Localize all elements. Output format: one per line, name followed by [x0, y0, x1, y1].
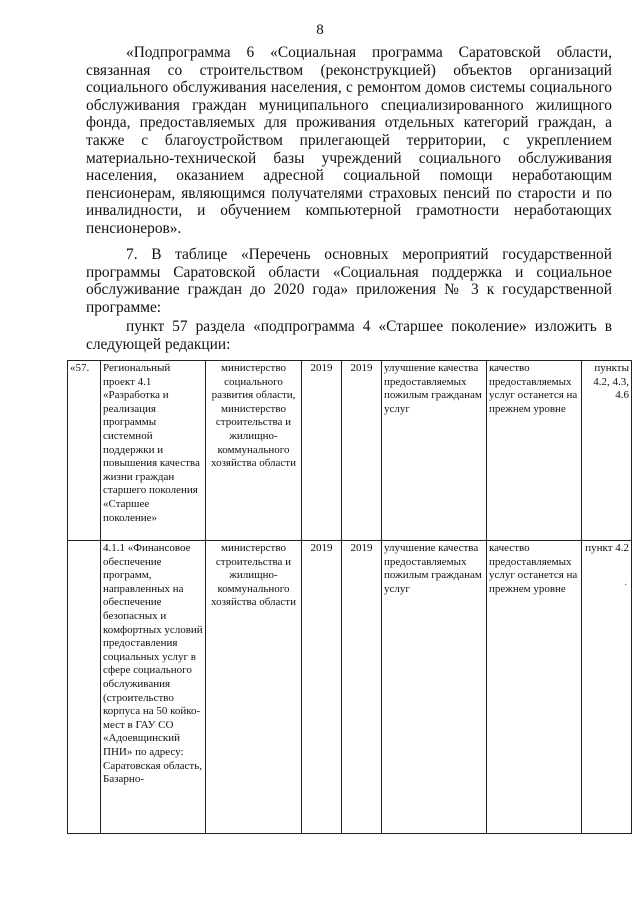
measure-name: Региональный проект 4.1 «Разработка и реализация программы системной поддержки и повышения качества жизни граждан старшего поколения «Старшее поколение»: [101, 361, 206, 541]
indicator-link: пункты 4.2, 4.3, 4.6: [582, 361, 632, 541]
expected-result: улучшение качества предоставляемых пожилым гражданам услуг: [382, 541, 487, 834]
row-number: «57.: [68, 361, 101, 541]
measure-name: 4.1.1 «Финансовое обеспечение программ, направленных на обеспечение безопасных и комфортных условий предоставления социальных услуг в сфере социального обслуживания (строительство корпуса на 50 койко-мест в ГАУ СО «Адоевщинский ПНИ» по адресу: Саратовская область, Базарно-: [101, 541, 206, 834]
margin-mark: ·: [624, 580, 628, 591]
table-row: [68, 361, 632, 541]
year-end: 2019: [342, 541, 382, 834]
paragraph-point-57: пункт 57 раздела «подпрограмма 4 «Старшее поколение» изложить в следующей редакции:: [86, 318, 612, 353]
year-start: 2019: [302, 541, 342, 834]
indicator-link: пункт 4.2: [582, 541, 632, 834]
row-number: [68, 541, 101, 834]
measures-table: [67, 360, 632, 834]
paragraph-item-7: 7. В таблице «Перечень основных мероприятий государственной программы Саратовской области «Социальная поддержка и социальное обслуживание граждан до 2020 года» приложения № 3 к государственной программе:: [86, 246, 612, 316]
non-fulfillment-effect: качество предоставляемых услуг останется на прежнем уровне: [487, 541, 582, 834]
expected-result: улучшение качества предоставляемых пожилым гражданам услуг: [382, 361, 487, 541]
executor: министерство строительства и жилищно-коммунального хозяйства области: [206, 541, 302, 834]
executor: министерство социального развития области, министерство строительства и жилищно-коммунального хозяйства области: [206, 361, 302, 541]
paragraph-subprogram-6: «Подпрограмма 6 «Социальная программа Саратовской области, связанная со строительством (реконструкцией) объектов организаций социального обслуживания населения, с ремонтом домов системы социального обслуживания граждан муниципального специализированного жилищного фонда, предоставляемых для проживания отдельных категорий граждан, а также с благоустройством прилегающей территории, с укреплением материально-технической базы учреждений социального обслуживания населения, оказанием адресной социальной помощи неработающим пенсионерам, являющимся получателями страховых пенсий по старости и по инвалидности, и обучением компьютерной грамотности неработающих пенсионеров».: [86, 44, 612, 237]
year-start: 2019: [302, 361, 342, 541]
non-fulfillment-effect: качество предоставляемых услуг останется на прежнем уровне: [487, 361, 582, 541]
page-number: 8: [316, 22, 324, 38]
year-end: 2019: [342, 361, 382, 541]
table-row: [68, 541, 632, 834]
